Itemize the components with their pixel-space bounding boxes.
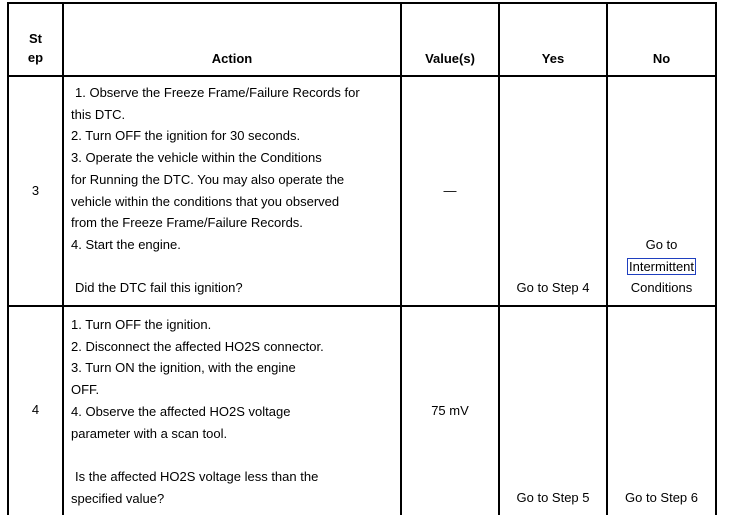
table-border-top — [7, 2, 717, 4]
yes-cell: Go to Step 4 — [516, 280, 590, 295]
action-line: 3. Operate the vehicle within the Conditions — [71, 150, 322, 166]
header-values: Value(s) — [425, 51, 475, 66]
header-action: Action — [211, 51, 253, 66]
action-line: 1. Observe the Freeze Frame/Failure Records for — [75, 85, 360, 100]
action-line: specified value? — [71, 490, 165, 506]
no-cell — [608, 234, 715, 299]
intermittent-conditions-link[interactable]: Intermittent — [628, 258, 695, 274]
table-border-left — [7, 2, 9, 515]
action-line: for Running the DTC. You may also operate the — [71, 171, 345, 187]
no-cell: Go to Step 6 — [625, 490, 698, 505]
no-line: Conditions — [630, 280, 693, 296]
table-border-right — [715, 2, 717, 515]
action-line: 2. Disconnect the affected HO2S connector. — [71, 338, 324, 354]
step-number: 3 — [31, 183, 40, 198]
column-divider-values — [498, 2, 500, 515]
action-line — [71, 256, 360, 278]
diagnostic-table — [7, 2, 717, 515]
action-question: Did the DTC fail this ignition? — [75, 280, 243, 296]
header-step — [9, 29, 62, 67]
action-line: this DTC. — [71, 106, 126, 122]
action-line: OFF. — [71, 382, 100, 398]
column-divider-step — [62, 2, 64, 515]
action-line: 4. Start the engine. — [71, 236, 181, 252]
action-line: 2. Turn OFF the ignition for 30 seconds. — [71, 128, 301, 144]
action-question: Is the affected HO2S voltage less than the — [75, 468, 319, 484]
header-step-line1: St — [29, 31, 42, 46]
action-line: 3. Turn ON the ignition, with the engine — [71, 360, 296, 376]
step-number: 4 — [31, 402, 40, 417]
header-no: No — [652, 51, 671, 66]
action-line: 1. Turn OFF the ignition. — [71, 317, 212, 332]
action-line: parameter with a scan tool. — [71, 425, 228, 441]
header-step-line2: ep — [27, 50, 44, 65]
action-line: vehicle within the conditions that you observed — [71, 193, 340, 209]
value-cell: 75 mV — [431, 403, 469, 418]
action-text — [71, 82, 360, 299]
no-line: Go to — [645, 237, 678, 252]
column-divider-action — [400, 2, 402, 515]
header-yes: Yes — [541, 51, 565, 66]
action-line: 4. Observe the affected HO2S voltage — [71, 403, 291, 419]
yes-cell: Go to Step 5 — [516, 490, 590, 505]
value-cell: — — [443, 183, 457, 198]
row-divider — [7, 305, 717, 307]
action-line — [71, 444, 324, 466]
action-text — [71, 314, 324, 509]
header-divider — [7, 75, 717, 77]
action-line: from the Freeze Frame/Failure Records. — [71, 215, 303, 231]
